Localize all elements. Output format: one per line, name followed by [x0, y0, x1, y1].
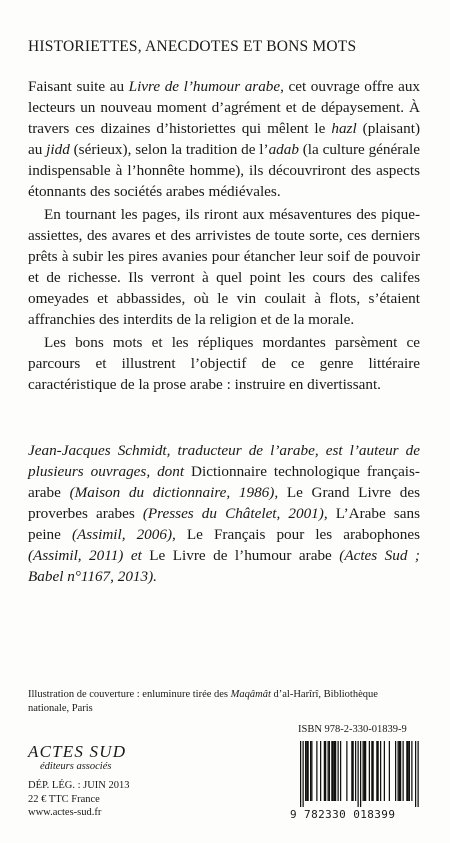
text-run: Livre de l’humour arabe: [128, 78, 281, 95]
paragraph-2: En tournant les pages, ils riront aux mésaventures des pique-assiettes, des avares et des arrivistes de toute sorte, ces derniers prêts à subir les pires avanies pour étancher leur soif de pouvoir et de richesse. Ils verront à quel point les cours des califes omeyades et abbassides, où le vin coulait à flots, s’étaient affranchies des interdits de la religion et de la morale.: [28, 206, 420, 328]
author-bio: [28, 440, 420, 587]
text-run: Dictionnaire technologique français-arabe: [28, 463, 420, 501]
text-run: Le Français pour les arabophones: [175, 526, 421, 543]
text-run: Le Livre de l’humour arabe: [141, 547, 340, 564]
text-run: d’al-Harîrî, Bibliothèque nationale, Paris: [28, 689, 378, 714]
barcode-bar: [338, 741, 339, 801]
barcode-bar: [365, 741, 366, 801]
back-cover-text: [28, 76, 420, 395]
barcode-bar: [418, 741, 419, 807]
text-run: Maqâmât: [230, 689, 271, 700]
barcode-bar: [340, 741, 341, 801]
text-run: (sérieux), selon la tradition de l’: [69, 141, 269, 158]
barcode-bar: [328, 741, 329, 801]
barcode-bar: [406, 741, 407, 801]
barcode-bar: [403, 741, 404, 801]
text-run: (Maison du dictionnaire, 1986),: [69, 484, 279, 501]
barcode-bar: [371, 741, 372, 801]
publisher-logo: [28, 742, 126, 772]
barcode-bar: [415, 741, 416, 807]
barcode: [290, 741, 425, 823]
isbn: ISBN 978-2-330-01839-9: [298, 724, 407, 735]
barcode-bar: [329, 741, 330, 801]
barcode-bar: [358, 741, 359, 807]
barcode-bar: [306, 741, 307, 801]
barcode-bar: [373, 741, 374, 801]
section-title: HISTORIETTES, ANECDOTES ET BONS MOTS: [28, 38, 357, 55]
barcode-bar: [351, 741, 352, 801]
barcode-bar: [311, 741, 312, 801]
text-run: Le Grand Livre des proverbes arabes: [28, 484, 420, 522]
text-run: jidd: [46, 141, 70, 158]
barcode-bar: [305, 741, 306, 801]
barcode-bar: [369, 741, 370, 801]
text-run: , cet ouvrage offre aux lecteurs un nouveau moment d’agrément et de dépaysement. À travers ces dizaines d’historiettes qui mêlent le: [28, 78, 421, 137]
barcode-digits: 9 782330 018399: [290, 808, 396, 821]
legal-deposit: DÉP. LÉG. : JUIN 2013: [28, 780, 130, 791]
text-run: hazl: [331, 120, 357, 137]
barcode-bar: [380, 741, 381, 801]
barcode-bar: [408, 741, 409, 801]
barcode-bar: [360, 741, 361, 807]
barcode-bar: [376, 741, 377, 801]
barcode-bar: [378, 741, 379, 801]
cover-illustration-credit: [28, 688, 420, 716]
barcode-bar: [398, 741, 399, 801]
barcode-bar: [316, 741, 317, 801]
text-run: Illustration de couverture : enluminure tirée des: [28, 689, 231, 700]
text-run: Jean-Jacques Schmidt, traducteur de l’arabe, est l’auteur de plusieurs ouvrages, dont: [28, 442, 420, 480]
text-run: (Presses du Châtelet, 2001),: [142, 505, 328, 522]
barcode-bar: [346, 741, 347, 801]
barcode-bar: [384, 741, 385, 801]
barcode-bar: [353, 741, 354, 801]
barcode-bar: [364, 741, 365, 801]
barcode-bar: [335, 741, 336, 801]
text-run: Faisant suite au: [28, 78, 129, 95]
barcode-bar: [355, 741, 356, 801]
barcode-bar: [308, 741, 309, 801]
publisher-subtitle: éditeurs associés: [40, 761, 112, 772]
text-run: (plaisant) au: [28, 120, 421, 158]
publisher-name: ACTES SUD: [28, 742, 127, 761]
barcode-bar: [334, 741, 335, 801]
text-run: L’Arabe sans peine: [28, 505, 420, 543]
legal-info: [28, 779, 130, 820]
barcode-bar: [303, 741, 304, 807]
paragraph-1: [28, 76, 420, 202]
barcode-bar: [389, 741, 390, 801]
barcode-bar: [400, 741, 401, 801]
barcode-bars: [290, 741, 425, 807]
barcode-bar: [395, 741, 396, 801]
barcode-bar: [399, 741, 400, 801]
barcode-bar: [411, 741, 412, 801]
barcode-bar: [363, 741, 364, 801]
website: www.actes-sud.fr: [28, 807, 102, 818]
barcode-bar: [300, 741, 301, 807]
text-run: (la culture générale indispensable à l’honnête homme), ils découvriront des aspects étonnants des sociétés arabes médiévales.: [28, 141, 420, 200]
barcode-bar: [331, 741, 332, 801]
barcode-bar: [325, 741, 326, 801]
text-run: (Assimil, 2011) et: [28, 547, 142, 564]
barcode-bar: [320, 741, 321, 801]
text-run: (Assimil, 2006),: [71, 526, 176, 543]
price: 22 € TTC France: [28, 793, 100, 805]
barcode-bar: [324, 741, 325, 801]
paragraph-3: Les bons mots et les répliques mordantes parsèment ce parcours et illustrent l’objectif de ce genre littéraire caractéristique de la prose arabe : instruire en divertissant.: [28, 334, 420, 393]
barcode-bar: [333, 741, 334, 801]
text-run: (Actes Sud ; Babel n°1167, 2013).: [28, 547, 420, 585]
barcode-bar: [310, 741, 311, 801]
barcode-bar: [409, 741, 410, 801]
text-run: adab: [268, 141, 299, 158]
